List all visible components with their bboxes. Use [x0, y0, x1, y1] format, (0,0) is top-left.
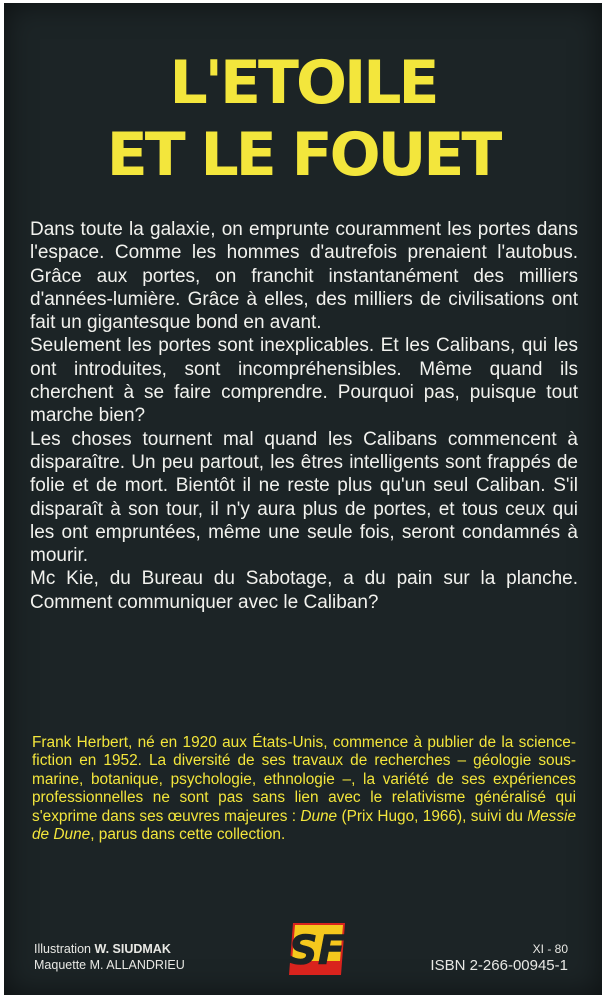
illustrator-name: W. SIUDMAK [94, 942, 171, 956]
bio-text: Frank Herbert, né en 1920 aux États-Unis, commence à publier de la science-fiction en 1952. La diversité de ses travaux de recherches – géologie sous-marine, botanique, psychologie, ethnologie –, la variété de ses expériences professionnelles ne sont pas sans lien avec le relativisme généralisé qui s'exprime dans ses œuvres majeures : [32, 734, 576, 825]
illustration-credit [34, 941, 185, 957]
illustration-label: Illustration [34, 942, 91, 956]
blurb-paragraph: Seulement les portes sont inexplicables. Et les Calibans, qui les ont introduites, sont incompréhensibles. Même quand ils cherchent à se faire comprendre. Pourquoi pas, puisque tout marche bien? [30, 335, 578, 427]
sf-logo-icon [287, 921, 347, 977]
blurb-paragraph: Dans toute la galaxie, on emprunte couramment les portes dans l'espace. Comme les hommes d'autrefois prenaient l'autobus. Grâce aux portes, on franchit instantanément des milliers d'années-lumière. Grâce à elles, des milliers de civilisations ont fait un gigantesque bond en avant. [30, 219, 578, 334]
collection-code: XI - 80 [532, 942, 568, 956]
blurb-paragraph: Les choses tournent mal quand les Calibans commencent à disparaître. Un peu partout, les êtres intelligents sont frappés de folie et de mort. Bientôt il ne reste plus qu'un seul Caliban. S'il disparaît à son tour, il n'y aura plus de portes, et tous ceux qui les ont empruntées, même une seule fois, seront condamnés à mourir. [30, 428, 578, 567]
publication-codes [430, 941, 568, 975]
title-line-1: L'ETOILE [169, 48, 437, 118]
bio-text: , parus dans cette collection. [90, 826, 286, 844]
maquette-author: M. ALLANDRIEU [89, 958, 185, 972]
blurb-paragraph: Mc Kie, du Bureau du Sabotage, a du pain sur la planche. Comment communiquer avec le Caliban? [30, 568, 578, 613]
bio-work-title: Messie de Dune [32, 807, 577, 844]
sf-logo-text: SF [288, 928, 346, 974]
isbn: ISBN 2-266-00945-1 [430, 957, 568, 974]
maquette-credit [34, 957, 185, 973]
bio-text: (Prix Hugo, 1966), suivi du [337, 807, 528, 825]
back-cover [4, 3, 602, 995]
blurb-text [30, 218, 578, 614]
bio-work-title: Dune [300, 807, 338, 825]
maquette-label: Maquette [34, 958, 87, 972]
credits [34, 941, 185, 973]
title-line-2: ET LE FOUET [106, 120, 500, 190]
author-bio [32, 734, 576, 844]
